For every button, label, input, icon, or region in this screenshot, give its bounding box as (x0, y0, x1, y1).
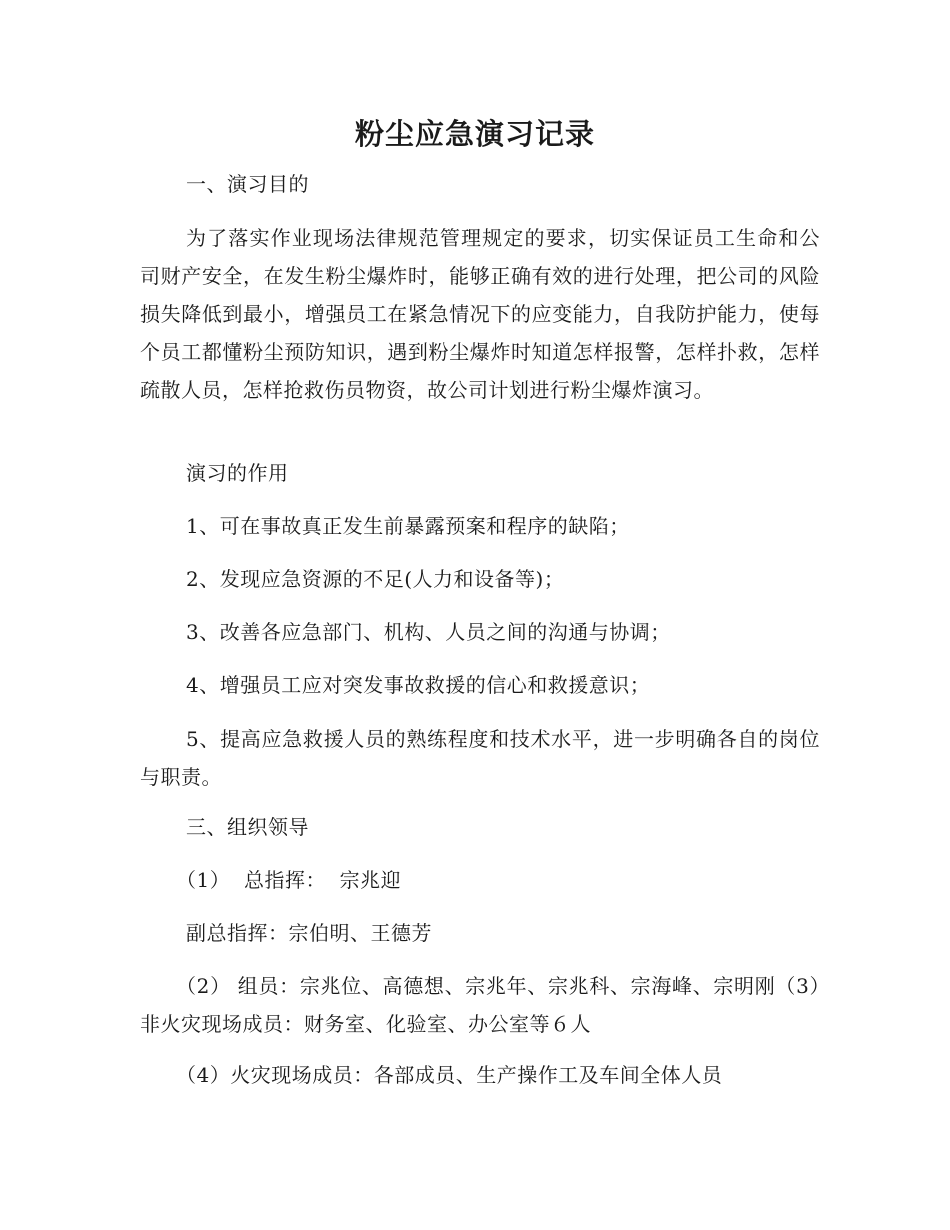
section3-heading: 三、组织领导 (186, 815, 309, 839)
org-deputy: 副总指挥：宗伯明、王德芳 (186, 921, 432, 945)
role-heading: 演习的作用 (186, 461, 289, 485)
purpose-block (140, 219, 820, 409)
org-fire-scene-block (140, 1057, 820, 1094)
org-members: （2） 组员：宗兆位、高德想、宗兆年、宗兆科、宗海峰、宗明刚（3）非火灾现场成员：财务室、化验室、办公室等６人 (140, 974, 820, 1036)
org-members-block (140, 967, 820, 1043)
role-item-4-block (140, 667, 820, 704)
document-title: 粉尘应急演习记录 (354, 117, 595, 151)
role-item: 4、增强员工应对突发事故救援的信心和救援意识； (186, 673, 651, 697)
role-item-1-block (140, 508, 820, 545)
org-commander: （1） 总指挥： 宗兆迎 (176, 868, 402, 892)
section1-heading: 一、演习目的 (186, 172, 309, 196)
role-heading-block (140, 455, 820, 492)
role-item: 5、提高应急救援人员的熟练程度和技术水平，进一步明确各自的岗位与职责。 (140, 727, 820, 789)
section3-heading-block (140, 809, 820, 846)
org-deputy-block (140, 915, 820, 952)
role-item: 2、发现应急资源的不足(人力和设备等)； (186, 567, 565, 591)
org-commander-block (140, 862, 820, 899)
role-item-3-block (140, 614, 820, 651)
role-item-5-block (140, 720, 820, 796)
role-item: 3、改善各应急部门、机构、人员之间的沟通与协调； (186, 620, 671, 644)
org-fire-scene: （4）火灾现场成员：各部成员、生产操作工及车间全体人员 (176, 1063, 723, 1087)
role-item-2-block (140, 561, 820, 598)
role-item: 1、可在事故真正发生前暴露预案和程序的缺陷； (186, 514, 630, 538)
section1-heading-block (140, 166, 820, 203)
purpose-paragraph: 为了落实作业现场法律规范管理规定的要求，切实保证员工生命和公司财产安全，在发生粉尘爆炸时，能够正确有效的进行处理，把公司的风险损失降低到最小，增强员工在紧急情况下的应变能力，自我防护能力，使每个员工都懂粉尘预防知识，遇到粉尘爆炸时知道怎样报警，怎样扑救，怎样疏散人员，怎样抢救伤员物资，故公司计划进行粉尘爆炸演习。 (140, 226, 820, 402)
